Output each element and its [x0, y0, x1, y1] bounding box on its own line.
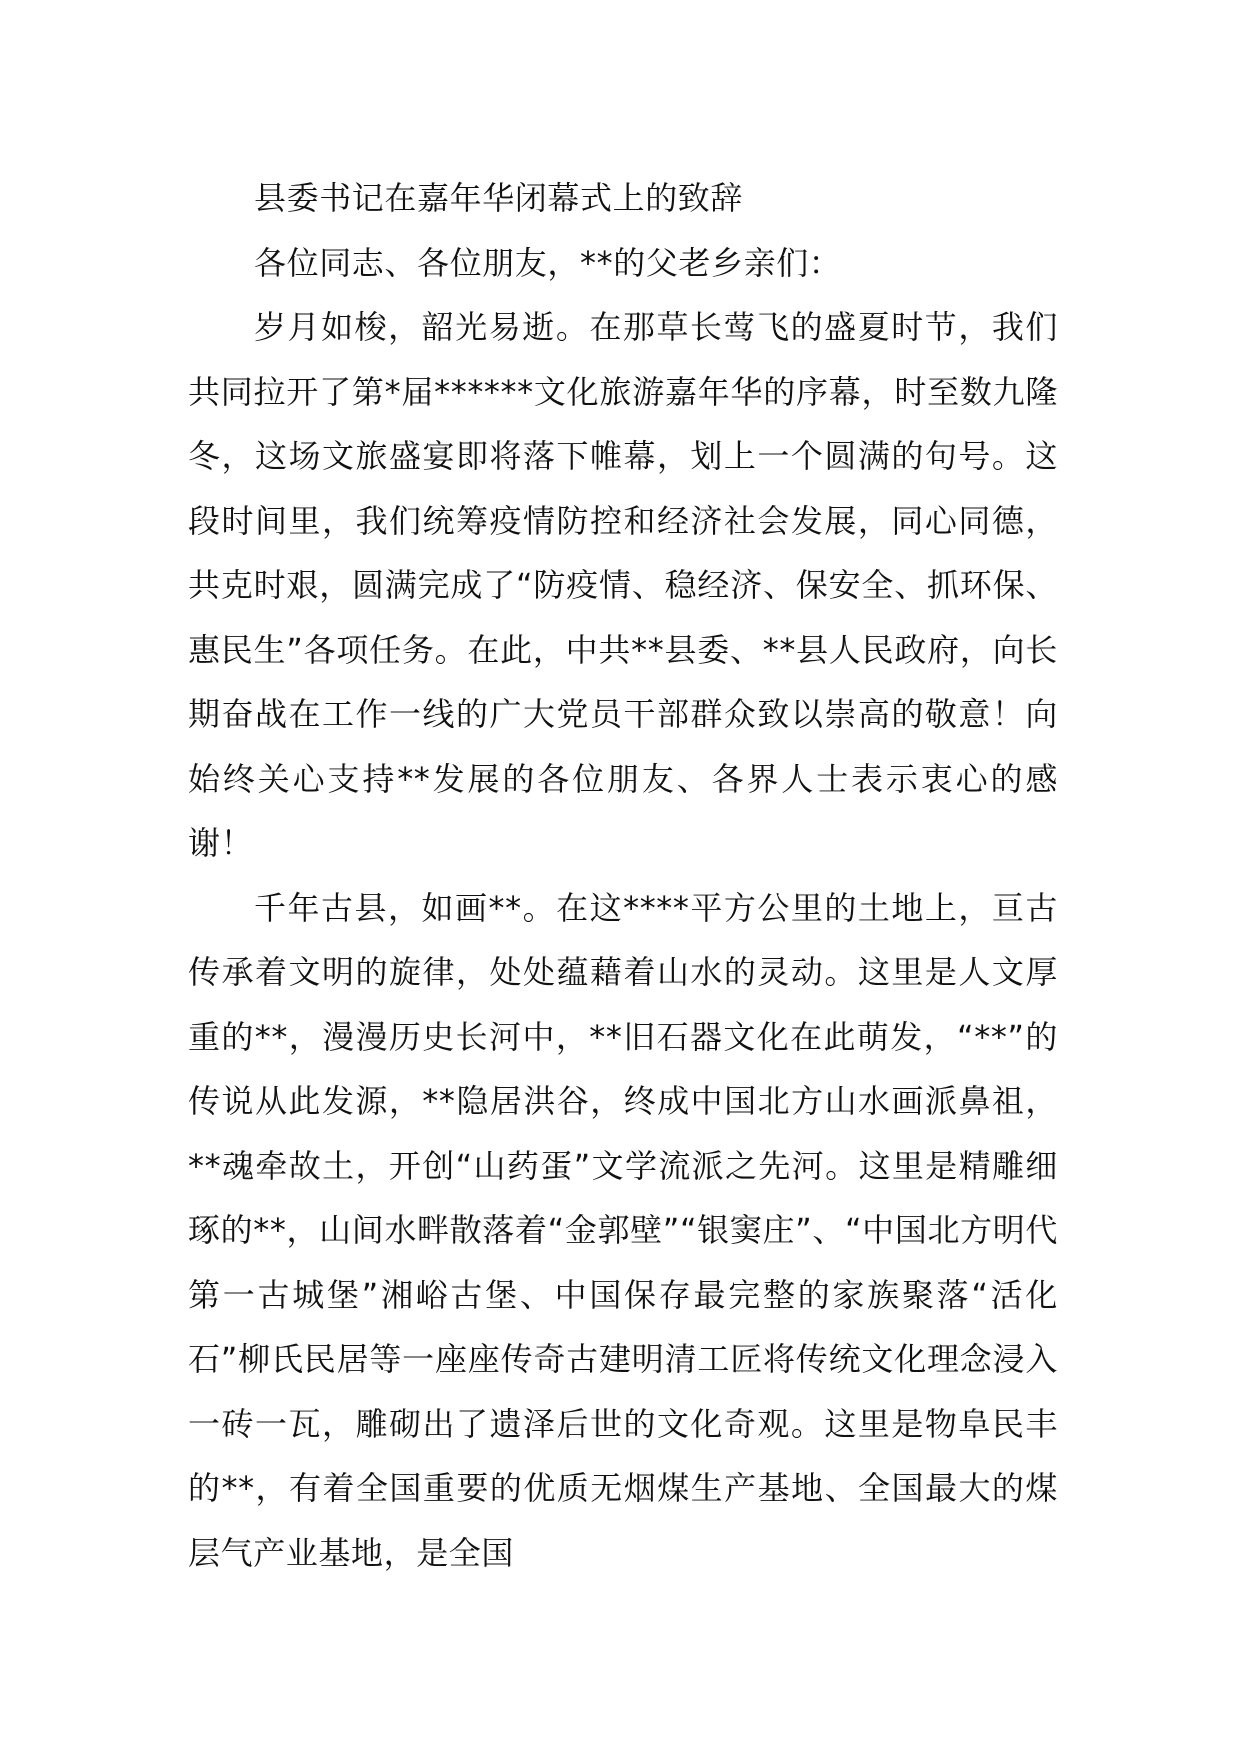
paragraph-county-introduction: 千年古县，如画**。在这****平方公里的土地上，亘古传承着文明的旋律，处处蕴藉着山水的灵动。这里是人文厚重的**，漫漫历史长河中，**旧石器文化在此萌发，“**”的传说从此发源，**隐居洪谷，终成中国北方山水画派鼻祖，**魂牵故土，开创“山药蛋”文学流派之先河。这里是精雕细琢的**，山间水畔散落着“金郭壁”“银窦庄”、“中国北方明代第一古城堡”湘峪古堡、中国保存最完整的家族聚落“活化石”柳氏民居等一座座传奇古建明清工匠将传统文化理念浸入一砖一瓦，雕砌出了遗泽后世的文化奇观。这里是物阜民丰的**，有着全国重要的优质无烟煤生产基地、全国最大的煤层气产业基地，是全国 [188, 888, 1058, 1572]
paragraph-opening: 岁月如梭，韶光易逝。在那草长莺飞的盛夏时节，我们共同拉开了第*届******文化旅游嘉年华的序幕，时至数九隆冬，这场文旅盛宴即将落下帷幕，划上一个圆满的句号。这段时间里，我们统筹疫情防控和经济社会发展，同心同德，共克时艰，圆满完成了“防疫情、稳经济、保安全、抓环保、惠民生”各项任务。在此，中共**县委、**县人民政府，向长期奋战在工作一线的广大党员干部群众致以崇高的敬意！向始终关心支持**发展的各位朋友、各界人士表示衷心的感谢！ [188, 308, 1058, 862]
document-body [188, 166, 1058, 1585]
salutation: 各位同志、各位朋友，**的父老乡亲们： [254, 243, 842, 282]
document-title: 县委书记在嘉年华闭幕式上的致辞 [254, 179, 744, 217]
